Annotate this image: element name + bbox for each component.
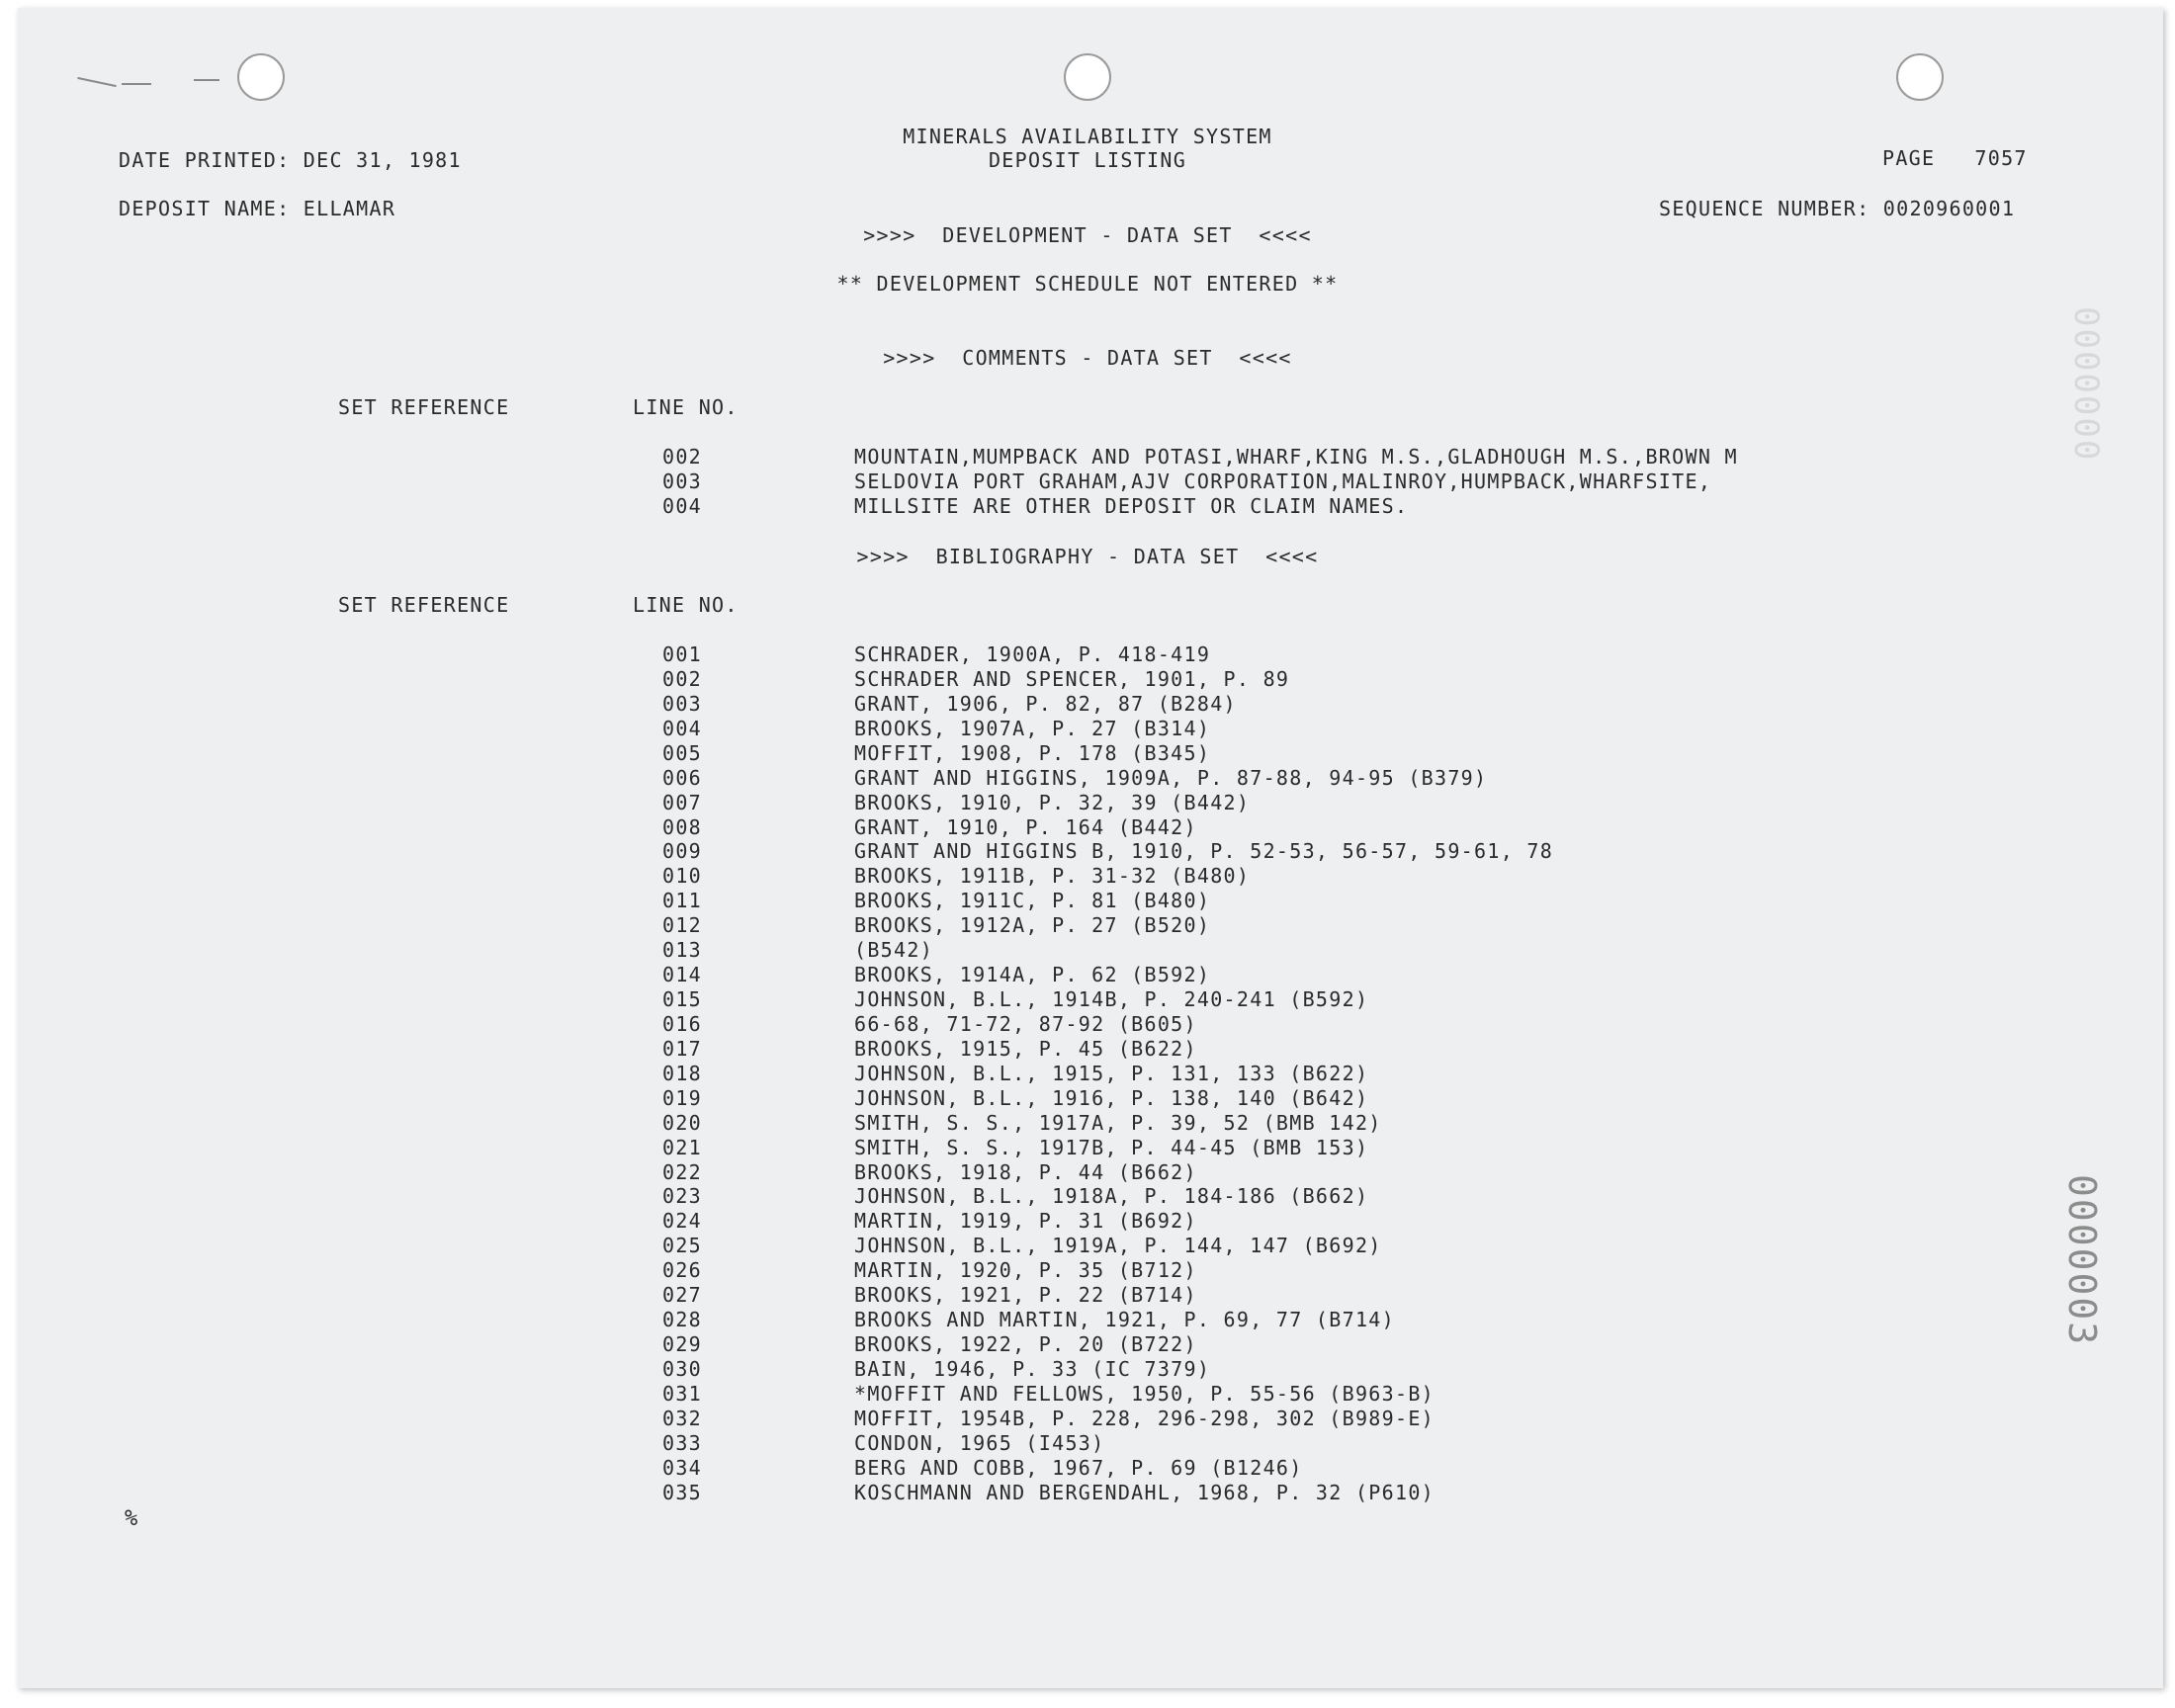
margin-stamp-lower: 0000003	[2060, 1174, 2104, 1347]
line-text: JOHNSON, B.L., 1915, P. 131, 133 (B622)	[854, 1061, 1369, 1085]
line-number: 022	[662, 1159, 703, 1184]
line-number: 030	[662, 1356, 703, 1381]
line-number: 023	[662, 1184, 703, 1209]
line-text: MILLSITE ARE OTHER DEPOSIT OR CLAIM NAMES.	[854, 494, 1409, 518]
line-text: MOUNTAIN,MUMPBACK AND POTASI,WHARF,KING M.S.,GLADHOUGH M.S.,BROWN M	[854, 445, 1738, 469]
smudge-mark	[122, 83, 151, 85]
line-text: (B542)	[854, 938, 934, 963]
line-text: BERG AND COBB, 1967, P. 69 (B1246)	[854, 1455, 1303, 1480]
comments-col-set-reference: SET REFERENCE	[338, 395, 510, 419]
line-number: 017	[662, 1036, 703, 1061]
line-text: MARTIN, 1920, P. 35 (B712)	[854, 1258, 1197, 1283]
line-number: 034	[662, 1455, 703, 1480]
line-number: 008	[662, 814, 703, 839]
line-text: SELDOVIA PORT GRAHAM,AJV CORPORATION,MALINROY,HUMPBACK,WHARFSITE,	[854, 470, 1712, 493]
line-number: 005	[662, 740, 703, 765]
line-number: 012	[662, 913, 703, 938]
line-number: 026	[662, 1258, 703, 1283]
line-text: SCHRADER AND SPENCER, 1901, P. 89	[854, 666, 1290, 691]
line-number: 010	[662, 864, 703, 889]
line-text: BROOKS, 1922, P. 20 (B722)	[854, 1332, 1197, 1357]
line-text: BROOKS, 1915, P. 45 (B622)	[854, 1036, 1197, 1061]
line-number: 019	[662, 1085, 703, 1110]
line-text: JOHNSON, B.L., 1919A, P. 144, 147 (B692)	[854, 1234, 1382, 1258]
punch-hole-center	[1064, 53, 1111, 101]
bibliography-heading: >>>> BIBLIOGRAPHY - DATA SET <<<<	[856, 545, 1319, 568]
line-text: GRANT, 1906, P. 82, 87 (B284)	[854, 691, 1237, 716]
line-number: 003	[662, 691, 703, 716]
line-number: 007	[662, 790, 703, 814]
line-number: 014	[662, 963, 703, 987]
line-text: JOHNSON, B.L., 1914B, P. 240-241 (B592)	[854, 987, 1369, 1012]
line-number: 015	[662, 987, 703, 1012]
bibliography-col-line-no: LINE NO.	[633, 593, 739, 617]
line-number: 002	[662, 666, 703, 691]
line-text: MARTIN, 1919, P. 31 (B692)	[854, 1209, 1197, 1234]
line-text: BROOKS, 1918, P. 44 (B662)	[854, 1159, 1197, 1184]
line-number: 009	[662, 839, 703, 864]
line-text: BAIN, 1946, P. 33 (IC 7379)	[854, 1356, 1211, 1381]
system-title: MINERALS AVAILABILITY SYSTEM	[903, 125, 1272, 148]
deposit-name: DEPOSIT NAME: ELLAMAR	[119, 197, 396, 220]
line-text: MOFFIT, 1954B, P. 228, 296-298, 302 (B989-E)	[854, 1406, 1436, 1430]
line-text: *MOFFIT AND FELLOWS, 1950, P. 55-56 (B963-B)	[854, 1381, 1436, 1406]
line-text: BROOKS AND MARTIN, 1921, P. 69, 77 (B714)	[854, 1308, 1395, 1332]
footer-mark: %	[125, 1506, 139, 1531]
line-text: JOHNSON, B.L., 1918A, P. 184-186 (B662)	[854, 1184, 1369, 1209]
line-text: 66-68, 71-72, 87-92 (B605)	[854, 1011, 1197, 1036]
line-number: 035	[662, 1480, 703, 1504]
line-number: 033	[662, 1430, 703, 1455]
line-number: 001	[662, 642, 703, 666]
line-text: SMITH, S. S., 1917B, P. 44-45 (BMB 153)	[854, 1135, 1369, 1159]
line-number: 031	[662, 1381, 703, 1406]
line-text: KOSCHMANN AND BERGENDAHL, 1968, P. 32 (P610)	[854, 1480, 1436, 1504]
line-number: 032	[662, 1406, 703, 1430]
line-text: CONDON, 1965 (I453)	[854, 1430, 1105, 1455]
line-number: 029	[662, 1332, 703, 1357]
line-text: BROOKS, 1921, P. 22 (B714)	[854, 1283, 1197, 1308]
development-heading: >>>> DEVELOPMENT - DATA SET <<<<	[863, 223, 1312, 247]
line-text: GRANT AND HIGGINS B, 1910, P. 52-53, 56-57, 59-61, 78	[854, 839, 1554, 864]
line-number: 028	[662, 1308, 703, 1332]
line-number: 003	[662, 470, 703, 493]
development-note: ** DEVELOPMENT SCHEDULE NOT ENTERED **	[836, 272, 1339, 296]
line-number: 004	[662, 494, 703, 518]
line-text: SMITH, S. S., 1917A, P. 39, 52 (BMB 142)	[854, 1110, 1382, 1135]
margin-stamp-upper: 0000000	[2066, 306, 2106, 463]
line-number: 024	[662, 1209, 703, 1234]
line-number: 016	[662, 1011, 703, 1036]
line-text: BROOKS, 1907A, P. 27 (B314)	[854, 716, 1211, 740]
line-text: BROOKS, 1914A, P. 62 (B592)	[854, 963, 1211, 987]
comments-col-line-no: LINE NO.	[633, 395, 739, 419]
line-text: MOFFIT, 1908, P. 178 (B345)	[854, 740, 1211, 765]
date-printed: DATE PRINTED: DEC 31, 1981	[119, 148, 462, 172]
sequence-number: SEQUENCE NUMBER: 0020960001	[1659, 197, 2016, 220]
line-number: 004	[662, 716, 703, 740]
punch-hole-left	[237, 53, 285, 101]
listing-title: DEPOSIT LISTING	[988, 148, 1187, 172]
line-text: BROOKS, 1911C, P. 81 (B480)	[854, 889, 1211, 913]
line-text: BROOKS, 1912A, P. 27 (B520)	[854, 913, 1211, 938]
line-number: 002	[662, 445, 703, 469]
punch-hole-right	[1896, 53, 1944, 101]
smudge-mark	[194, 79, 219, 81]
bibliography-col-set-reference: SET REFERENCE	[338, 593, 510, 617]
smudge-mark	[77, 77, 117, 87]
line-text: GRANT AND HIGGINS, 1909A, P. 87-88, 94-95 (B379)	[854, 765, 1488, 790]
line-number: 021	[662, 1135, 703, 1159]
line-number: 011	[662, 889, 703, 913]
line-number: 018	[662, 1061, 703, 1085]
line-number: 027	[662, 1283, 703, 1308]
line-number: 013	[662, 938, 703, 963]
line-text: BROOKS, 1910, P. 32, 39 (B442)	[854, 790, 1251, 814]
line-text: SCHRADER, 1900A, P. 418-419	[854, 642, 1211, 666]
line-text: JOHNSON, B.L., 1916, P. 138, 140 (B642)	[854, 1085, 1369, 1110]
line-text: BROOKS, 1911B, P. 31-32 (B480)	[854, 864, 1251, 889]
line-number: 020	[662, 1110, 703, 1135]
comments-heading: >>>> COMMENTS - DATA SET <<<<	[883, 346, 1292, 370]
line-text: GRANT, 1910, P. 164 (B442)	[854, 814, 1197, 839]
line-number: 006	[662, 765, 703, 790]
page-number: PAGE 7057	[1882, 146, 2028, 170]
line-number: 025	[662, 1234, 703, 1258]
